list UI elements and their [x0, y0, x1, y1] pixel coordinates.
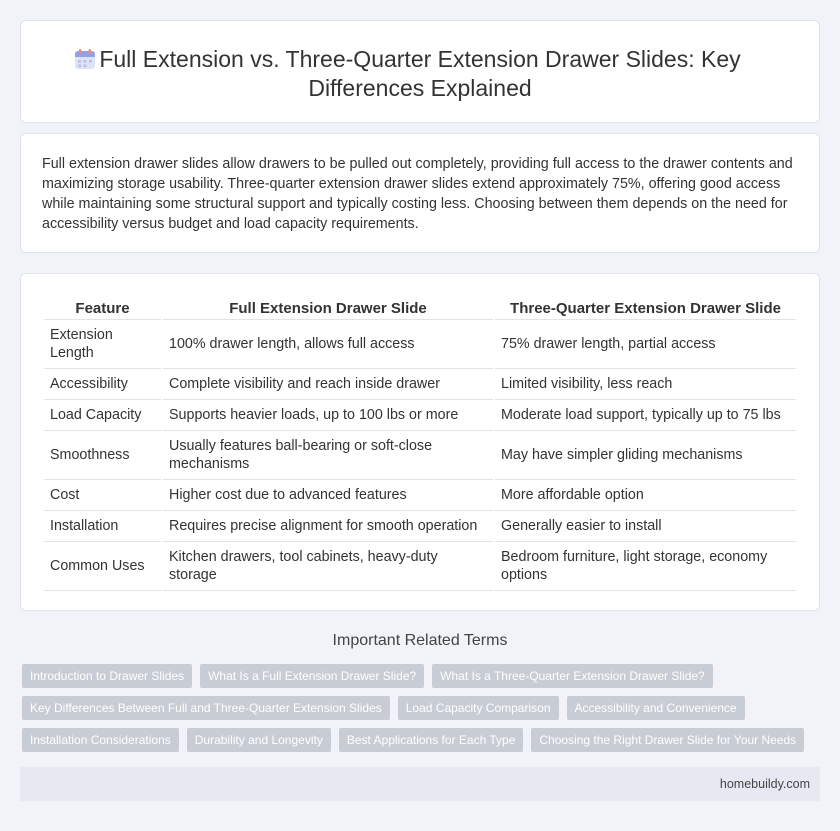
- full-extension-cell: Usually features ball-bearing or soft-close mechanisms: [163, 431, 493, 480]
- three-quarter-cell: Limited visibility, less reach: [495, 369, 796, 400]
- tag-introduction[interactable]: Introduction to Drawer Slides: [22, 664, 192, 688]
- tag-full-extension[interactable]: What Is a Full Extension Drawer Slide?: [200, 664, 424, 688]
- table-row: [44, 511, 796, 542]
- table-row: [44, 480, 796, 511]
- full-extension-cell: Complete visibility and reach inside drawer: [163, 369, 493, 400]
- three-quarter-cell: May have simpler gliding mechanisms: [495, 431, 796, 480]
- table-row: [44, 320, 796, 369]
- full-extension-cell: Kitchen drawers, tool cabinets, heavy-duty storage: [163, 542, 493, 591]
- three-quarter-cell: 75% drawer length, partial access: [495, 320, 796, 369]
- page-title: Full Extension vs. Three-Quarter Extension Drawer Slides: Key Differences Explained: [99, 46, 741, 101]
- header-feature: Feature: [44, 296, 161, 320]
- header-three-quarter-extension: Three-Quarter Extension Drawer Slide: [495, 296, 796, 320]
- three-quarter-cell: Bedroom furniture, light storage, economy options: [495, 542, 796, 591]
- three-quarter-cell: Generally easier to install: [495, 511, 796, 542]
- title-card: [20, 20, 820, 123]
- tag-best-applications[interactable]: Best Applications for Each Type: [339, 728, 524, 752]
- footer: [20, 767, 820, 801]
- feature-cell: Smoothness: [44, 431, 161, 480]
- intro-card: [20, 133, 820, 253]
- table-row: [44, 400, 796, 431]
- tag-choosing[interactable]: Choosing the Right Drawer Slide for Your Needs: [531, 728, 804, 752]
- related-terms-tags: [22, 664, 812, 760]
- full-extension-cell: 100% drawer length, allows full access: [163, 320, 493, 369]
- related-terms-title: Important Related Terms: [332, 632, 508, 649]
- table-row: [44, 369, 796, 400]
- feature-cell: Common Uses: [44, 542, 161, 591]
- table-row: [44, 431, 796, 480]
- tag-accessibility[interactable]: Accessibility and Convenience: [567, 696, 745, 720]
- tag-key-differences[interactable]: Key Differences Between Full and Three-Quarter Extension Slides: [22, 696, 390, 720]
- full-extension-cell: Supports heavier loads, up to 100 lbs or more: [163, 400, 493, 431]
- tag-load-capacity[interactable]: Load Capacity Comparison: [398, 696, 559, 720]
- full-extension-cell: Requires precise alignment for smooth operation: [163, 511, 493, 542]
- table-header-row: [44, 296, 796, 320]
- comparison-table: [42, 296, 798, 591]
- feature-cell: Load Capacity: [44, 400, 161, 431]
- footer-site: homebuildy.com: [719, 777, 810, 791]
- feature-cell: Installation: [44, 511, 161, 542]
- table-row: [44, 542, 796, 591]
- full-extension-cell: Higher cost due to advanced features: [163, 480, 493, 511]
- three-quarter-cell: Moderate load support, typically up to 75 lbs: [495, 400, 796, 431]
- tag-three-quarter-extension[interactable]: What Is a Three-Quarter Extension Drawer Slide?: [432, 664, 713, 688]
- header-full-extension: Full Extension Drawer Slide: [163, 296, 493, 320]
- feature-cell: Accessibility: [44, 369, 161, 400]
- feature-cell: Cost: [44, 480, 161, 511]
- intro-paragraph: Full extension drawer slides allow drawers to be pulled out completely, providing full access to the drawer contents and maximizing storage usability. Three-quarter extension drawer slides extend approximately 75%, offering good access while maintaining some structural support and typically costing less. Choosing between them depends on the need for accessibility versus budget and load capacity requirements.: [42, 156, 793, 232]
- comparison-table-card: [20, 273, 820, 611]
- three-quarter-cell: More affordable option: [495, 480, 796, 511]
- tag-installation[interactable]: Installation Considerations: [22, 728, 179, 752]
- tag-durability[interactable]: Durability and Longevity: [187, 728, 331, 752]
- feature-cell: Extension Length: [44, 320, 161, 369]
